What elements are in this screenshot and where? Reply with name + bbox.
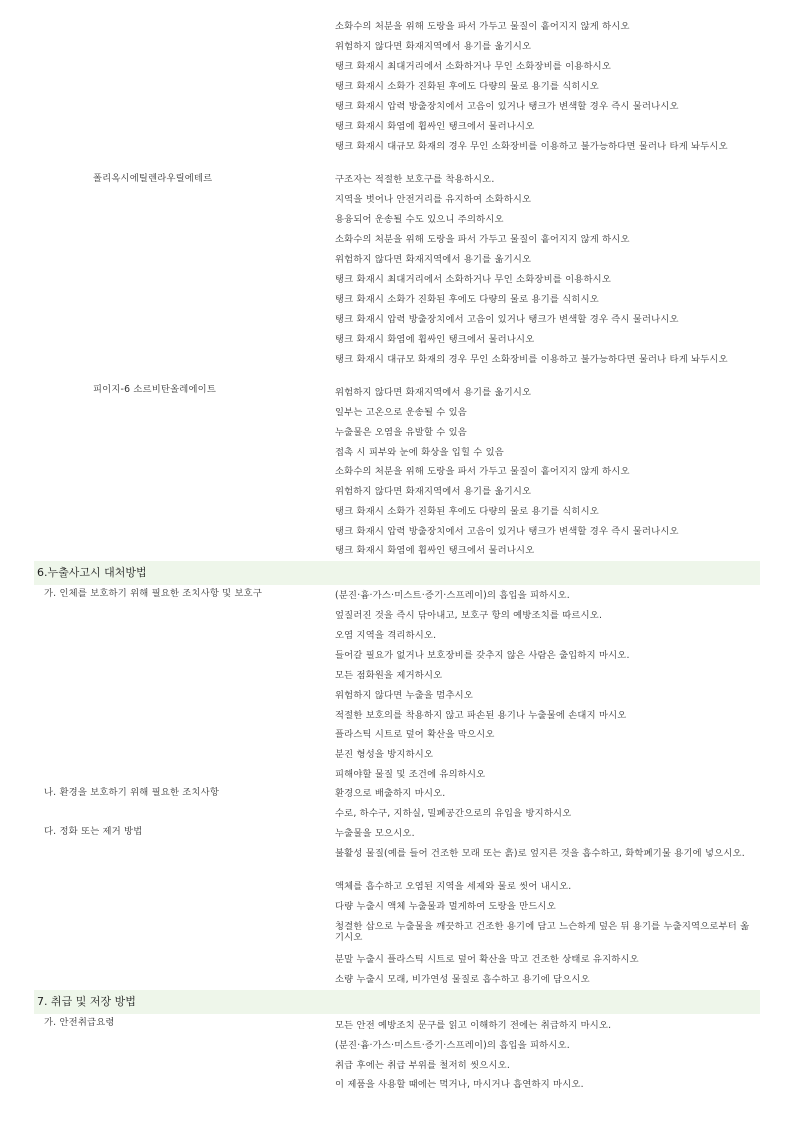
list-item: 위험하지 않다면 화재지역에서 용기를 옮기시오: [335, 486, 532, 497]
list-item: 오염 지역을 격리하시오.: [335, 630, 437, 641]
list-item: 탱크 화재시 소화가 진화된 후에도 다량의 물로 용기를 식히시오: [335, 506, 599, 517]
list-item: 탱크 화재시 대규모 화재의 경우 무인 소화장비를 이용하고 불가능하다면 물러나 타게 놔두시오: [335, 354, 728, 365]
list-item: 탱크 화재시 최대거리에서 소화하거나 무인 소화장비를 이용하시오: [335, 61, 611, 72]
list-item: 탱크 화재시 화염에 휩싸인 탱크에서 물러나시오: [335, 121, 535, 132]
subsection-label: 나. 환경을 보호하기 위해 필요한 조치사항: [44, 787, 220, 798]
list-item: 소량 누출시 모래, 비가연성 물질로 흡수하고 용기에 담으시오: [335, 974, 590, 985]
list-item: 엎질러진 것을 즉시 닦아내고, 보호구 항의 예방조치를 따르시오.: [335, 610, 603, 621]
subsection-label: 다. 정화 또는 제거 방법: [44, 826, 143, 837]
list-item: 탱크 화재시 소화가 진화된 후에도 다량의 물로 용기를 식히시오: [335, 294, 599, 305]
list-item: 일부는 고온으로 운송될 수 있음: [335, 407, 467, 418]
list-item: 구조자는 적절한 보호구를 착용하시오.: [335, 174, 495, 185]
subsection-label: 가. 안전취급요령: [44, 1017, 115, 1028]
section-title: 7. 취급 및 저장 방법: [37, 995, 136, 1008]
list-item: 소화수의 처분을 위해 도랑을 파서 가두고 물질이 흩어지지 않게 하시오: [335, 234, 630, 245]
list-item: 탱크 화재시 압력 방출장치에서 고음이 있거나 탱크가 변색할 경우 즉시 물러나시오: [335, 101, 679, 112]
list-item: 수로, 하수구, 지하실, 밀폐공간으로의 유입을 방지하시오: [335, 808, 572, 819]
list-item: 이 제품을 사용할 때에는 먹거나, 마시거나 흡연하지 마시오.: [335, 1079, 584, 1090]
list-item: 탱크 화재시 소화가 진화된 후에도 다량의 물로 용기를 식히시오: [335, 81, 599, 92]
list-item: 플라스틱 시트로 덮어 확산을 막으시오: [335, 729, 495, 740]
list-item: 탱크 화재시 화염에 휩싸인 탱크에서 물러나시오: [335, 334, 535, 345]
substance-label: 피이지-6 소르비탄올레에이트: [93, 384, 216, 395]
list-item: 용융되어 운송될 수도 있으니 주의하시오: [335, 214, 504, 225]
section-title: 6.누출사고시 대처방법: [37, 566, 147, 579]
list-item: 취급 후에는 취급 부위를 철저히 씻으시오.: [335, 1060, 511, 1071]
section-header: [34, 990, 760, 1014]
list-item: 액체를 흡수하고 오염된 지역을 세제와 물로 씻어 내시오.: [335, 881, 572, 892]
list-item: 위험하지 않다면 누출을 멈추시오: [335, 690, 473, 701]
list-item: 다량 누출시 액체 누출물과 멀게하여 도랑을 만드시오: [335, 901, 556, 912]
section-header: [34, 561, 760, 585]
list-item: 탱크 화재시 압력 방출장치에서 고음이 있거나 탱크가 변색할 경우 즉시 물러나시오: [335, 314, 679, 325]
list-item: 탱크 화재시 압력 방출장치에서 고음이 있거나 탱크가 변색할 경우 즉시 물러나시오: [335, 526, 679, 537]
list-item: 탱크 화재시 화염에 휩싸인 탱크에서 물러나시오: [335, 545, 535, 556]
list-item: 피해야할 물질 및 조건에 유의하시오: [335, 769, 486, 780]
list-item: 소화수의 처분을 위해 도랑을 파서 가두고 물질이 흩어지지 않게 하시오: [335, 21, 630, 32]
list-item: 들어갈 필요가 없거나 보호장비를 갖추지 않은 사람은 출입하지 마시오.: [335, 650, 630, 661]
list-item: 위험하지 않다면 화재지역에서 용기를 옮기시오: [335, 41, 532, 52]
list-item: 적절한 보호의를 착용하지 않고 파손된 용기나 누출물에 손대지 마시오: [335, 710, 627, 721]
list-item: 지역을 벗어나 안전거리를 유지하여 소화하시오: [335, 194, 532, 205]
list-item: 위험하지 않다면 화재지역에서 용기를 옮기시오: [335, 387, 532, 398]
list-item: 환경으로 배출하지 마시오.: [335, 788, 446, 799]
substance-label: 폴리옥시에틸렌라우릴에테르: [93, 173, 213, 184]
list-item: 접촉 시 피부와 눈에 화상을 입힐 수 있음: [335, 447, 504, 458]
list-item: (분진·흄·가스·미스트·증기·스프레이)의 흡입을 피하시오.: [335, 590, 570, 601]
list-item: 모든 점화원을 제거하시오: [335, 670, 443, 681]
list-item: 누출물은 오염을 유발할 수 있음: [335, 427, 467, 438]
list-item: 탱크 화재시 대규모 화재의 경우 무인 소화장비를 이용하고 불가능하다면 물러나 타게 놔두시오: [335, 141, 728, 152]
list-item: 분진 형성을 방지하시오: [335, 749, 434, 760]
list-item: 불활성 물질(예를 들어 건조한 모래 또는 흙)로 엎지른 것을 흡수하고, 화학폐기물 용기에 넣으시오.: [335, 848, 745, 859]
list-item: 소화수의 처분을 위해 도랑을 파서 가두고 물질이 흩어지지 않게 하시오: [335, 466, 630, 477]
list-item: 위험하지 않다면 화재지역에서 용기를 옮기시오: [335, 254, 532, 265]
list-item: 누출물을 모으시오.: [335, 828, 415, 839]
list-item: 탱크 화재시 최대거리에서 소화하거나 무인 소화장비를 이용하시오: [335, 274, 611, 285]
list-item: (분진·흄·가스·미스트·증기·스프레이)의 흡입을 피하시오.: [335, 1040, 570, 1051]
list-item: 청결한 삽으로 누출물을 깨끗하고 건조한 용기에 담고 느슨하게 덮은 뒤 용기를 누출지역으로부터 옮기시오: [335, 921, 750, 943]
list-item: 분말 누출시 플라스틱 시트로 덮어 확산을 막고 건조한 상태로 유지하시오: [335, 954, 639, 965]
subsection-label: 가. 인체를 보호하기 위해 필요한 조치사항 및 보호구: [44, 588, 263, 599]
list-item: 모든 안전 예방조치 문구를 읽고 이해하기 전에는 취급하지 마시오.: [335, 1020, 612, 1031]
